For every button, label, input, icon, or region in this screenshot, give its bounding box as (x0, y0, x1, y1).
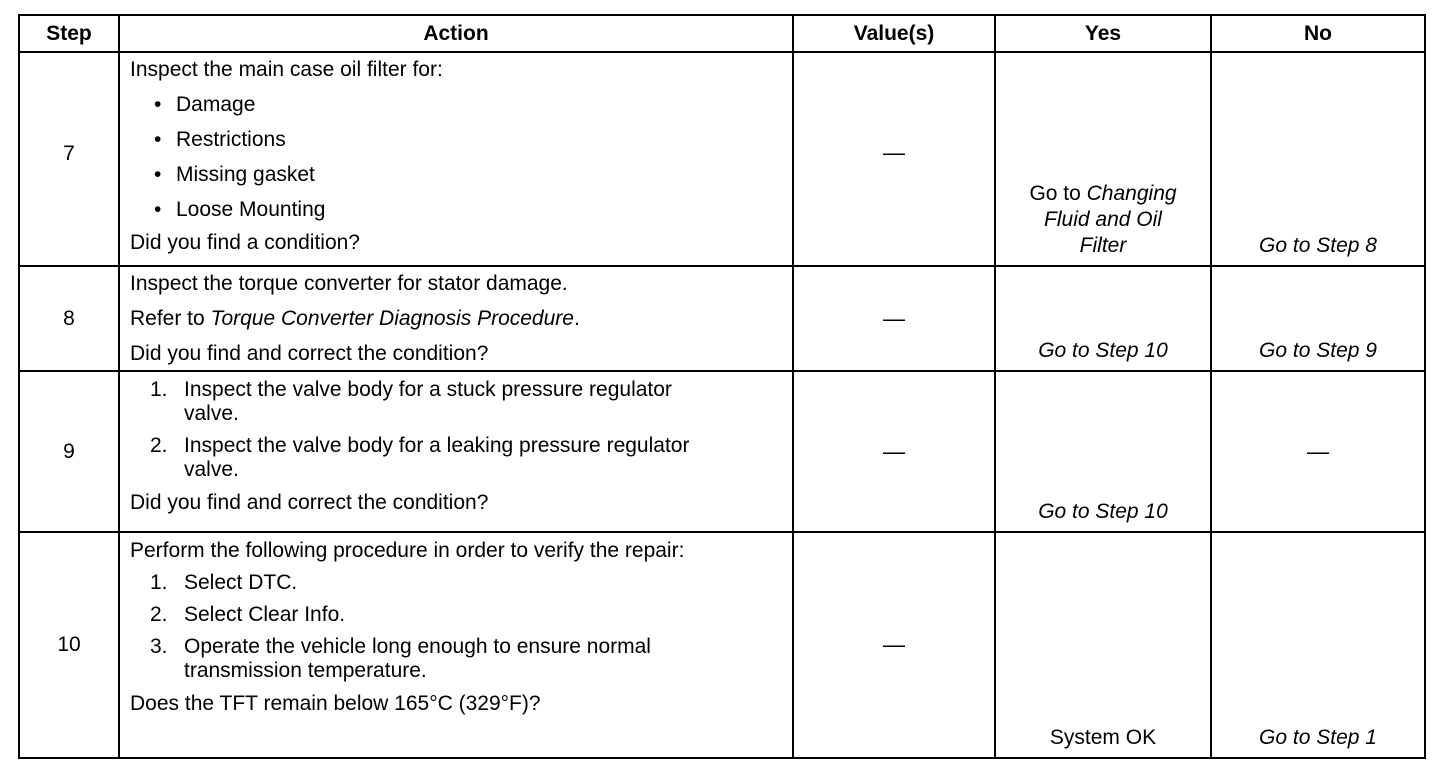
action-line: Inspect the torque converter for stator damage. (130, 272, 568, 295)
value-cell (793, 371, 995, 532)
step-number: 7 (19, 52, 119, 266)
value-dash: — (883, 140, 905, 165)
yes-cell (995, 371, 1211, 532)
list-item: 1. Select DTC. (150, 571, 298, 594)
action-cell (119, 371, 793, 532)
no-cell (1211, 532, 1425, 758)
value-dash: — (883, 438, 905, 464)
no-cell (1211, 371, 1425, 532)
action-cell (119, 266, 793, 371)
yes-link[interactable]: Go to Step 10 (1038, 339, 1168, 362)
no-link[interactable]: Go to Step 9 (1259, 339, 1377, 362)
yes-cell (995, 532, 1211, 758)
header-values: Value(s) (793, 15, 995, 52)
header-step: Step (19, 15, 119, 52)
value-cell (793, 266, 995, 371)
yes-cell (995, 266, 1211, 371)
yes-link[interactable]: Changing Fluid and Oil Filter (1044, 182, 1177, 257)
step-number: 9 (19, 371, 119, 532)
value-cell (793, 52, 995, 266)
step-number: 8 (19, 266, 119, 371)
list-item: • Missing gasket (154, 163, 315, 186)
action-question: Did you find a condition? (130, 231, 360, 254)
yes-prefix: Go to (1029, 182, 1087, 205)
list-item: 2. Inspect the valve body for a leaking pressure regulator valve. (150, 434, 690, 481)
yes-cell (995, 52, 1211, 266)
table-row (19, 371, 1425, 532)
action-intro: Perform the following procedure in order to verify the repair: (130, 539, 685, 562)
numbered-list (130, 378, 782, 482)
table-row (19, 532, 1425, 758)
header-yes: Yes (995, 15, 1211, 52)
action-intro: Inspect the main case oil filter for: (130, 58, 443, 81)
list-item: • Restrictions (154, 128, 286, 151)
no-dash: — (1307, 438, 1329, 464)
yes-result: System OK (1049, 726, 1157, 749)
value-cell (793, 532, 995, 758)
list-item: 3. Operate the vehicle long enough to ensure normal transmission temperature. (150, 635, 651, 682)
no-link[interactable]: Go to Step 8 (1259, 234, 1377, 257)
numbered-list (130, 571, 782, 683)
no-link[interactable]: Go to Step 1 (1259, 726, 1377, 749)
action-cell (119, 532, 793, 758)
value-dash: — (883, 632, 905, 657)
yes-link[interactable]: Go to Step 10 (1038, 500, 1168, 523)
table-row (19, 266, 1425, 371)
table-row (19, 52, 1425, 266)
list-item: • Damage (154, 93, 256, 116)
list-item: 1. Inspect the valve body for a stuck pressure regulator valve. (150, 378, 672, 425)
header-action: Action (119, 15, 793, 52)
header-row (19, 15, 1425, 52)
action-cell (119, 52, 793, 266)
refer-link[interactable]: Torque Converter Diagnosis Procedure (210, 307, 574, 330)
list-item: 2. Select Clear Info. (150, 603, 346, 626)
action-question: Did you find and correct the condition? (130, 342, 489, 365)
no-cell (1211, 266, 1425, 371)
step-number: 10 (19, 532, 119, 758)
action-refer: Refer to Torque Converter Diagnosis Procedure. (130, 307, 580, 330)
action-question: Does the TFT remain below 165°C (329°F)? (130, 692, 541, 715)
header-no: No (1211, 15, 1425, 52)
list-item: • Loose Mounting (154, 198, 326, 221)
diagnostic-table (18, 14, 1426, 759)
action-question: Did you find and correct the condition? (130, 491, 489, 514)
value-dash: — (883, 305, 905, 331)
no-cell (1211, 52, 1425, 266)
bullet-list (130, 92, 782, 223)
